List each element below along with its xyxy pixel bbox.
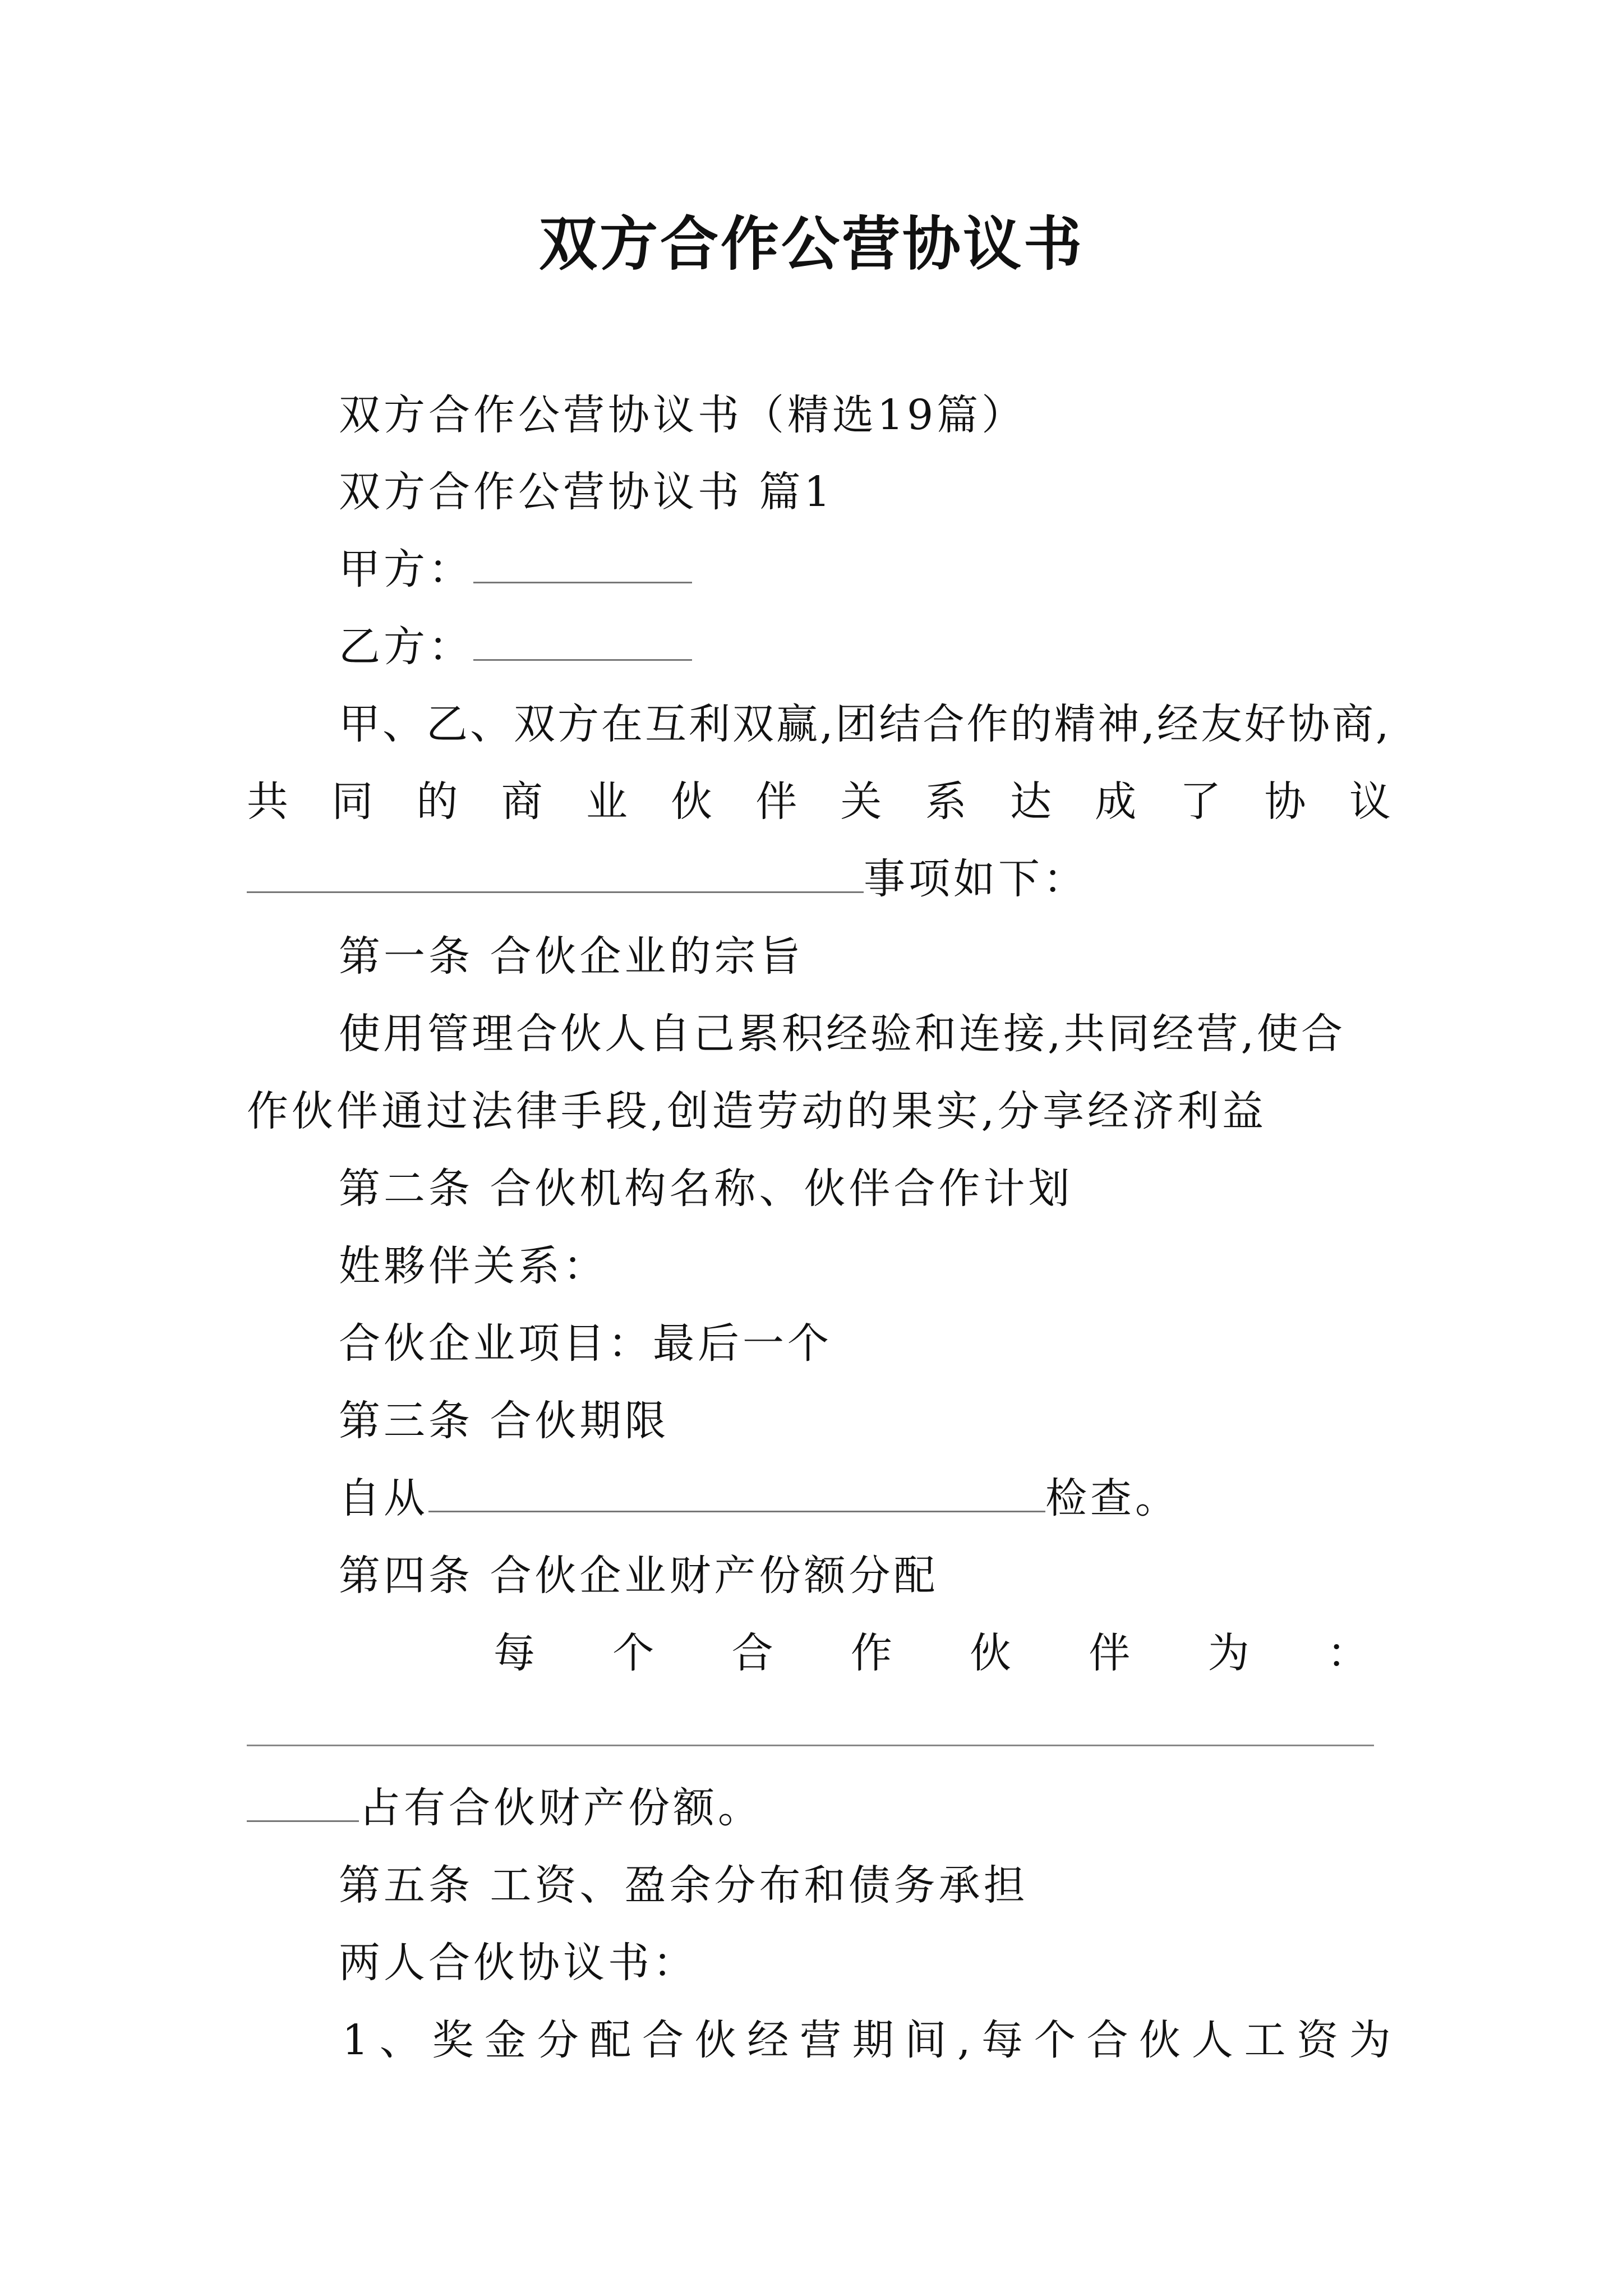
article5-item1-chars-char: 间 xyxy=(905,2016,947,2064)
intro-line-1: 甲、乙、双方在互利双赢,团结合作的精神,经友好协商, xyxy=(339,700,1391,748)
article5-item1-chars-char: 1 xyxy=(342,2016,369,2064)
article2-line-1: 姓夥伴关系： xyxy=(339,1242,608,1290)
article5-item1-chars-char: 为 xyxy=(1349,2016,1391,2064)
article5-item1-chars-char: 经 xyxy=(747,2016,789,2064)
party-b-line xyxy=(339,619,692,675)
article4-spread-chars-char: 作 xyxy=(850,1629,892,1677)
subtitle: 双方合作公营协议书（精选19篇） xyxy=(339,391,1027,439)
article3-heading: 第三条 合伙期限 xyxy=(339,1397,670,1445)
article4-spread-chars-char: 伙 xyxy=(970,1629,1012,1677)
article4-spread-chars-char: 个 xyxy=(612,1629,654,1677)
agreement-blank xyxy=(247,857,864,893)
article4-spread-chars-char: 每 xyxy=(494,1629,535,1677)
article5-item1-chars-char: 合 xyxy=(1086,2016,1128,2064)
article5-item-1 xyxy=(342,2012,1391,2068)
intro-line2-chars-char: 关 xyxy=(840,777,882,826)
intro-line2-chars-char: 伴 xyxy=(755,777,797,826)
article5-item1-chars-char: 分 xyxy=(537,2016,579,2064)
article2-line-2: 合伙企业项目：最后一个 xyxy=(339,1319,832,1368)
intro-line2-chars-char: 成 xyxy=(1095,777,1137,826)
intro-line-2 xyxy=(247,774,1391,830)
party-a-blank xyxy=(473,547,692,583)
article4-heading: 第四条 合伙企业财产份额分配 xyxy=(339,1552,939,1600)
article4-spread-chars-char: ： xyxy=(1326,1629,1368,1677)
article4-short-blank xyxy=(247,1786,359,1822)
intro-line2-chars-char: 业 xyxy=(585,777,628,826)
article5-item1-chars-char: 配 xyxy=(589,2016,631,2064)
intro-line2-chars-char: 的 xyxy=(416,777,458,826)
article4-line-1 xyxy=(494,1625,1368,1681)
article5-item1-chars-char: 工 xyxy=(1244,2016,1286,2064)
article4-long-blank xyxy=(247,1745,1374,1746)
party-a-label: 甲方： xyxy=(339,545,473,593)
article4-spread-chars-char: 伴 xyxy=(1089,1629,1131,1677)
article4-suffix: 占有合伙财产份额。 xyxy=(359,1784,763,1832)
article5-item1-chars-char: 奖 xyxy=(432,2016,474,2064)
section-heading: 双方合作公营协议书 篇1 xyxy=(339,468,834,516)
article5-item1-chars-char: 营 xyxy=(800,2016,841,2064)
article3-blank xyxy=(428,1476,1045,1512)
article5-heading: 第五条 工资、盈余分布和债务承担 xyxy=(339,1861,1029,1910)
article5-item1-chars-char: 金 xyxy=(485,2016,527,2064)
article5-line-1: 两人合伙协议书： xyxy=(339,1939,698,1987)
intro-line2-chars-char: 达 xyxy=(1009,777,1052,826)
intro-line2-chars-char: 了 xyxy=(1179,777,1221,826)
party-a-line xyxy=(339,541,692,597)
article1-heading: 第一条 合伙企业的宗旨 xyxy=(339,932,804,981)
party-b-label: 乙方： xyxy=(339,623,473,671)
intro-line2-chars-char: 系 xyxy=(925,777,967,826)
article5-item1-chars-char: 伙 xyxy=(694,2016,736,2064)
article4-line-2 xyxy=(247,1780,763,1836)
intro-line2-chars-char: 同 xyxy=(331,777,374,826)
article5-item1-chars-char: 、 xyxy=(379,2016,421,2064)
intro-line2-chars-char: 伙 xyxy=(671,777,713,826)
article5-item1-chars-char: 期 xyxy=(852,2016,894,2064)
article5-item1-chars-char: 每 xyxy=(981,2016,1023,2064)
article1-line-1: 使用管理合伙人自己累积经验和连接,共同经营,使合 xyxy=(339,1010,1346,1058)
article3-line xyxy=(339,1470,1180,1526)
intro-line2-chars-char: 共 xyxy=(247,777,288,826)
article1-line-2: 作伙伴通过法律手段,创造劳动的果实,分享经济利益 xyxy=(247,1087,1267,1135)
article3-suffix: 检查。 xyxy=(1045,1474,1180,1522)
article3-prefix: 自从 xyxy=(339,1474,428,1522)
intro-line2-chars-char: 协 xyxy=(1264,777,1306,826)
article5-item1-chars-char: 资 xyxy=(1297,2016,1339,2064)
article4-spread-chars-char: 合 xyxy=(731,1629,773,1677)
intro-line-3-suffix: 事项如下： xyxy=(864,855,1088,903)
article5-item1-chars-char: 伙 xyxy=(1139,2016,1181,2064)
article5-item1-chars-char: 合 xyxy=(642,2016,684,2064)
document-title: 双方合作公营协议书 xyxy=(538,209,1084,278)
intro-line-3 xyxy=(247,851,1088,907)
article4-spread-chars-char: 为 xyxy=(1207,1629,1249,1677)
intro-line2-chars-char: 商 xyxy=(501,777,543,826)
article2-heading: 第二条 合伙机构名称、伙伴合作计划 xyxy=(339,1165,1073,1213)
intro-line2-chars-char: 议 xyxy=(1349,777,1391,826)
party-b-blank xyxy=(473,624,692,661)
article5-item1-chars-char: , xyxy=(957,2016,971,2064)
article5-item1-chars-char: 个 xyxy=(1034,2016,1076,2064)
article5-item1-chars-char: 人 xyxy=(1191,2016,1233,2064)
